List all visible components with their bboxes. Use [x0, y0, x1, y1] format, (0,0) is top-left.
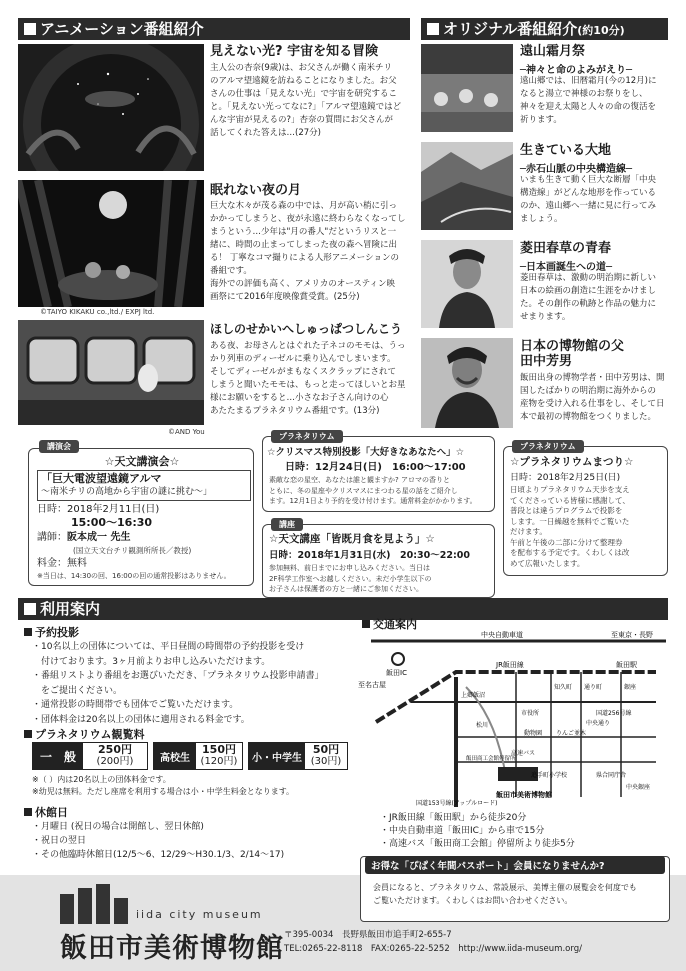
- map-label: 中央銀座: [626, 784, 651, 791]
- event-note: ※当日は、14:30の回、16:00の回の通常投影はありません。: [37, 572, 231, 580]
- fisheye-sky-image: [18, 44, 204, 171]
- program-subtitle: ─神々と命のよみがえり─: [520, 65, 633, 76]
- fee-elementary: 小・中学生 50円 (30円): [248, 742, 348, 770]
- program-description: 遠山郷では、旧暦霜月(今の12月)に なると湯立で神様のお祭りをし、 神々を迎え太陽と人々の命の復活を 祈ります。: [520, 76, 657, 125]
- event-description: 日頃よりプラネタリウム天歩を支え てくださっている皆様に感謝して、 普段とは違うプログラムで投影を します。一日繰越を無料でご覧いた だけます。 午前と午後の二部に分けて整理券 を配布する予定です。くわしくは改 めて広報いたします。: [510, 485, 630, 568]
- event-title: ☆天文講座「皆既月食を見よう」☆: [269, 533, 435, 545]
- guide-section-title: 利用案内: [40, 600, 101, 618]
- event-title: ☆天文講演会☆: [104, 455, 180, 468]
- map-label: 知久町: [554, 684, 573, 691]
- map-label: 飯田駅: [616, 661, 637, 669]
- map-label: 中央通り: [586, 720, 611, 727]
- museum-contact: TEL:0265-22-8118 FAX:0265-22-5252 http://www.iida-museum.org/: [284, 944, 582, 954]
- valley-image: [421, 142, 513, 230]
- bullet-icon: [24, 628, 32, 636]
- event-tag: 講演会: [39, 440, 79, 453]
- museum-english-name: iida city museum: [136, 908, 263, 921]
- map-label: 高速バス: [511, 750, 536, 757]
- program-photo-tanaka: [421, 338, 513, 428]
- access-map: [356, 627, 676, 812]
- closed-list: ・月曜日 (祝日の場合は開館し、翌日休館) ・祝日の翌日 ・その他臨時休館日(12/5〜6、12/29〜H30.1/3、2/14〜17): [32, 822, 285, 860]
- event-tag: プラネタリウム: [512, 440, 584, 453]
- program-subtitle: ─日本画誕生への道─: [520, 262, 613, 273]
- program-title: 眠れない夜の月: [210, 183, 302, 198]
- event-title: ☆プラネタリウムまつり☆: [510, 456, 634, 468]
- program-title: ほしのせかいへしゅっぱつしんこう: [210, 322, 403, 336]
- night-forest-image: [18, 180, 204, 307]
- event-name: 「巨大電波望遠鏡アルマ 〜南米チリの高地から宇宙の謎に挑む〜」: [37, 470, 251, 501]
- reservation-heading: 予約投影: [24, 624, 79, 640]
- program-photo-fisheye-sky: [18, 44, 204, 171]
- anime-section-title: アニメーション番組紹介: [40, 20, 204, 38]
- program-description: 菱田春草は、激動の明治期に新しい 日本の絵画の創造に生涯をかけまし た。その創作の軌跡と作品の魅力に せまります。: [520, 273, 657, 322]
- program-description: 主人公の杏奈(9歳)は、お父さんが働く南米チリ のアルマ望遠鏡を訪ねることになりました。お父 さんの仕事は「見えない光」で宇宙を研究するこ と。「見えない光ってなに?」「アルマ望遠鏡ではど んな宇宙が見えるの?」杏奈の質問にお父さんが 話してくれた答えは…(27分): [210, 63, 402, 138]
- map-label: 至名古屋: [358, 681, 386, 689]
- museum-logo-icon: [60, 884, 130, 924]
- access-heading: 交通案内: [362, 616, 417, 632]
- event-course-box: [262, 520, 495, 598]
- original-section-title: オリジナル番組紹介: [443, 20, 578, 38]
- event-lecturer-note: (国立天文台チリ観測所所長／教授): [73, 546, 192, 555]
- program-photo-festival: [421, 44, 513, 132]
- square-icon: [24, 23, 36, 35]
- program-description: 飯田出身の博物学者・田中芳男は、開 国したばかりの明治期に海外からの 産物を受け入れる仕事をし、そして日 本で最初の博物館をつくりました。: [520, 373, 665, 422]
- event-lecture-box: [28, 442, 254, 586]
- program-description: いまも生きて動く巨大な断層「中央 構造線」がどんな地形を作っている のか、遠山郷へ一緒に見に行ってみ ましょう。: [520, 175, 657, 224]
- reservation-list: ・10名以上の団体については、平日昼間の時間帯の予約投影を受け 付けております。3ヶ月前よりお申し込みいただけます。 ・番組リストより番組をお選びいただき、「プラネタリウム投影申請書」 をご提出ください。 ・通常投影の時間帯でも団体でご覧いただけます。 ・団体料金は20名以上の団体に適用される料金です。: [32, 642, 324, 725]
- map-label: 銀座: [624, 684, 637, 691]
- map-label: 追手町小学校: [531, 772, 568, 779]
- square-icon: [24, 603, 36, 615]
- original-section-header: [421, 18, 668, 40]
- program-photo-night-forest: [18, 180, 204, 307]
- program-title: 遠山霜月祭: [520, 44, 586, 59]
- map-label: 飯田商工会館停留所: [466, 756, 516, 762]
- program-title: 日本の博物館の父 田中芳男: [520, 339, 625, 369]
- event-lecturer: 講師：阪本成一 先生: [37, 532, 131, 543]
- museum-name: 飯田市美術博物館: [60, 933, 284, 964]
- map-label: 中央自動車道: [481, 631, 523, 639]
- pass-description: 会員になると、プラネタリウム、常設展示、美博主催の展覧会を何度でも ご覧いただけます。くわしくはお問い合わせください。: [373, 883, 637, 905]
- pass-box: [360, 856, 670, 922]
- event-tag: プラネタリウム: [271, 430, 343, 443]
- access-list: ・JR飯田線「飯田駅」から徒歩20分 ・中央自動車道「飯田IC」から車で15分 ・高速バス「飯田商工会館」停留所より徒歩5分: [380, 813, 575, 849]
- event-description: 素敵な恋の星空、あなたは誰と観ますか? アロマの香りと ともに、冬の星座やクリスマスにまつわる星の話をご紹介し ます。12月1日より予約を受け付けます。通常料金がかかります。: [269, 476, 477, 505]
- festival-image: [421, 44, 513, 132]
- map-label: JR飯田線: [496, 661, 524, 669]
- fee-high-school: 高校生 150円 (120円): [153, 742, 243, 770]
- photo-credit: ©AND You: [168, 428, 205, 436]
- event-festival-box: [503, 442, 668, 576]
- event-tag: 講座: [271, 518, 303, 531]
- original-section-note: (約10分): [577, 24, 625, 37]
- event-title: ☆クリスマス特別投影「大好きなあなたへ」☆: [267, 447, 465, 458]
- map-label: 飯田IC: [386, 669, 407, 677]
- program-title: 生きている大地: [520, 143, 612, 158]
- event-christmas-box: [262, 432, 495, 512]
- bullet-icon: [24, 808, 32, 816]
- fee-general: 一 般 250円 (200円): [32, 742, 148, 770]
- matsukawa-river: [466, 687, 506, 777]
- event-date: 日時：2018年2月25日(日): [510, 473, 621, 483]
- portrait-image: [421, 240, 513, 328]
- event-date: 日時：2018年1月31日(水) 20:30〜22:00: [269, 550, 470, 561]
- fee-notes: ※（ ）内は20名以上の団体料金です。 ※幼児は無料。ただし座席を利用する場合は小・中学生料金となります。: [32, 775, 295, 796]
- program-description: ある夜、お母さんとはぐれた子ネコのモモは、うっ かり列車のディーゼルに乗り込んでしまいます。 そしてディーゼルがまもなくスクラップにされて しまうと聞いたモモは、もっと走ってほしいとお星 様にお願いをすると…小さなお子さん向けの心 あたたまるプラネタリウム番組です。(13分): [210, 341, 406, 416]
- program-photo-valley: [421, 142, 513, 230]
- guide-section-header: [18, 598, 668, 620]
- event-time: 15:00〜16:30: [71, 516, 153, 529]
- map-label: 動物園: [524, 730, 543, 737]
- map-label: 上郷飯沼: [461, 692, 486, 699]
- closed-heading: 休館日: [24, 804, 68, 820]
- event-description: 参加無料、前日までにお申し込みください。当日は 2F科学工作室へお越しください。未だ小学生以下の お子さんは保護者の方と一緒にご参加ください。: [269, 564, 432, 593]
- bullet-icon: [24, 730, 32, 738]
- fees-heading: プラネタリウム観覧料: [24, 726, 145, 742]
- train-interior-image: [18, 320, 204, 425]
- pass-title: お得な「ぴぱく年間パスポート」会員になりませんか?: [365, 856, 665, 874]
- map-label: 至東京・長野: [611, 631, 653, 639]
- program-title: 見えない光? 宇宙を知る冒険: [210, 44, 379, 59]
- photo-credit: ©TAIYO KIKAKU co.,ltd./ EXPJ ltd.: [40, 308, 155, 316]
- map-label: 通り町: [584, 684, 603, 691]
- museum-url-link[interactable]: http://www.iida-museum.org/: [458, 944, 582, 954]
- square-icon: [427, 23, 439, 35]
- map-label: りんご並木: [556, 730, 587, 737]
- map-label: 市役所: [521, 710, 540, 717]
- event-fee: 料金：無料: [37, 558, 87, 569]
- portrait-image: [421, 338, 513, 428]
- event-date: 日時：12月24日(日) 16:00〜17:00: [285, 462, 466, 473]
- program-photo-train: [18, 320, 204, 425]
- iida-ic-marker: [392, 653, 404, 665]
- map-label: 国道256号線: [596, 710, 632, 717]
- map-label: 県合同庁舎: [596, 772, 627, 779]
- map-label: 松川: [476, 722, 489, 729]
- museum-address: 〒395-0034 長野県飯田市追手町2-655-7: [284, 930, 452, 940]
- program-subtitle: ─赤石山脈の中央構造線─: [520, 164, 633, 175]
- anime-section-header: [18, 18, 410, 40]
- event-date: 日時：2018年2月11日(日): [37, 504, 160, 515]
- program-description: 巨大な木々が茂る森の中では、月が高い梢に引っ かかってしまうと、夜が永遠に終わらなくなってし まうという…少年は"月の番人"だというリスと一 緒に、時間の止まってしまった夜の森へ冒険に出 る！ 丁寧なコマ撮りによる人形アニメーションの 番組です。 海外での評価も高く、アメリカのオースティン映 画祭にて2016年度映像賞受賞。(25分): [210, 201, 406, 302]
- program-title: 菱田春草の青春: [520, 241, 612, 256]
- program-photo-hishida: [421, 240, 513, 328]
- map-label: 飯田市美術博物館: [496, 791, 552, 799]
- map-label: 国道153号線(アップルロード): [416, 800, 498, 807]
